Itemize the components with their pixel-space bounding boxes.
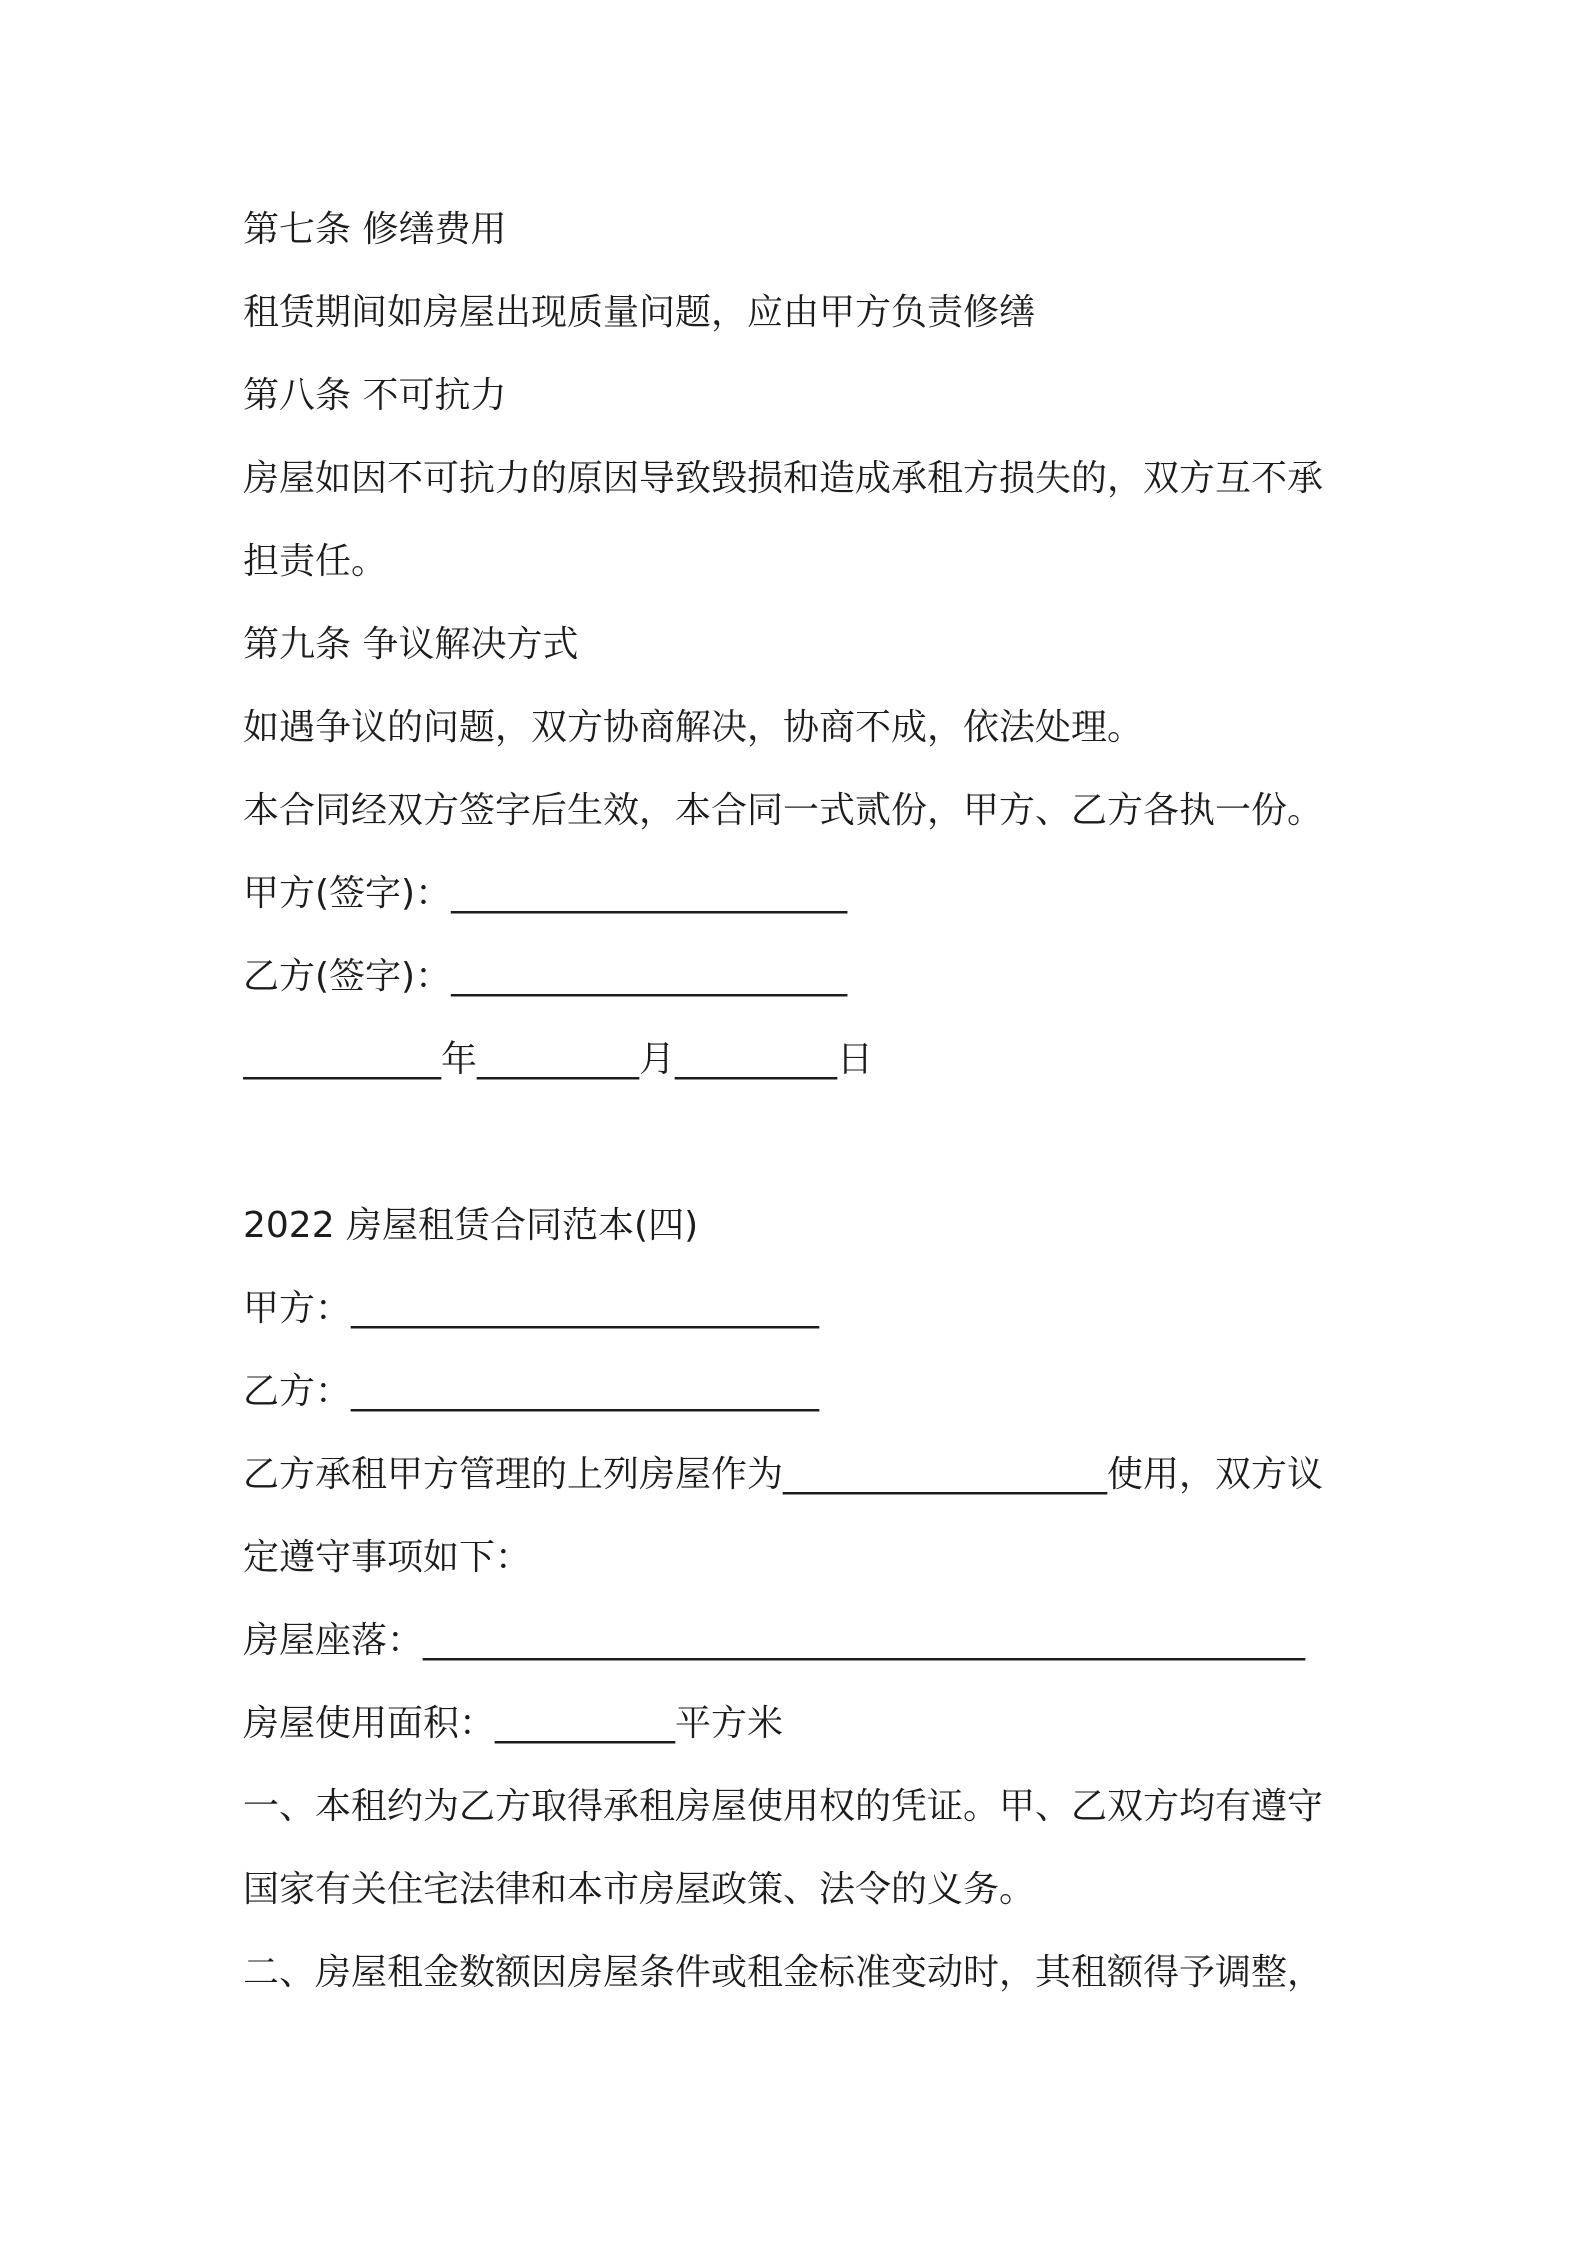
clause1-line1: 一、本租约为乙方取得承租房屋使用权的凭证。甲、乙双方均有遵守 xyxy=(243,1786,1324,1827)
article7-text: 租赁期间如房屋出现质量问题，应由甲方负责修缮 xyxy=(243,292,1036,333)
area-line: 房屋使用面积：__________平方米 xyxy=(243,1703,784,1744)
party-b-signature-line: 乙方(签字)：______________________ xyxy=(243,956,848,997)
contract4-party-a-line: 甲方：__________________________ xyxy=(243,1288,820,1329)
contract4-party-b-line: 乙方：__________________________ xyxy=(243,1371,820,1412)
article7-title: 第七条 修缮费用 xyxy=(243,209,507,250)
party-a-signature-line: 甲方(签字)：______________________ xyxy=(243,873,848,914)
contract4-title: 2022 房屋租赁合同范本(四) xyxy=(243,1205,699,1246)
date-line: ___________年_________月_________日 xyxy=(243,1039,873,1080)
article9-text: 如遇争议的问题，双方协商解决，协商不成，依法处理。 xyxy=(243,707,1144,748)
location-line: 房屋座落：_________________________________________________ xyxy=(243,1620,1306,1661)
article8-title: 第八条 不可抗力 xyxy=(243,375,507,416)
usage-line1: 乙方承租甲方管理的上列房屋作为__________________使用，双方议 xyxy=(243,1454,1324,1495)
effect-clause: 本合同经双方签字后生效，本合同一式贰份，甲方、乙方各执一份。 xyxy=(243,790,1324,831)
article8-text-line2: 担责任。 xyxy=(243,541,388,582)
article8-text-line1: 房屋如因不可抗力的原因导致毁损和造成承租方损失的，双方互不承 xyxy=(243,458,1324,499)
article9-title: 第九条 争议解决方式 xyxy=(243,624,579,665)
clause2-line1: 二、房屋租金数额因房屋条件或租金标准变动时，其租额得予调整， xyxy=(243,1952,1324,1993)
usage-line2: 定遵守事项如下： xyxy=(243,1537,532,1578)
clause1-line2: 国家有关住宅法律和本市房屋政策、法令的义务。 xyxy=(243,1869,1036,1910)
